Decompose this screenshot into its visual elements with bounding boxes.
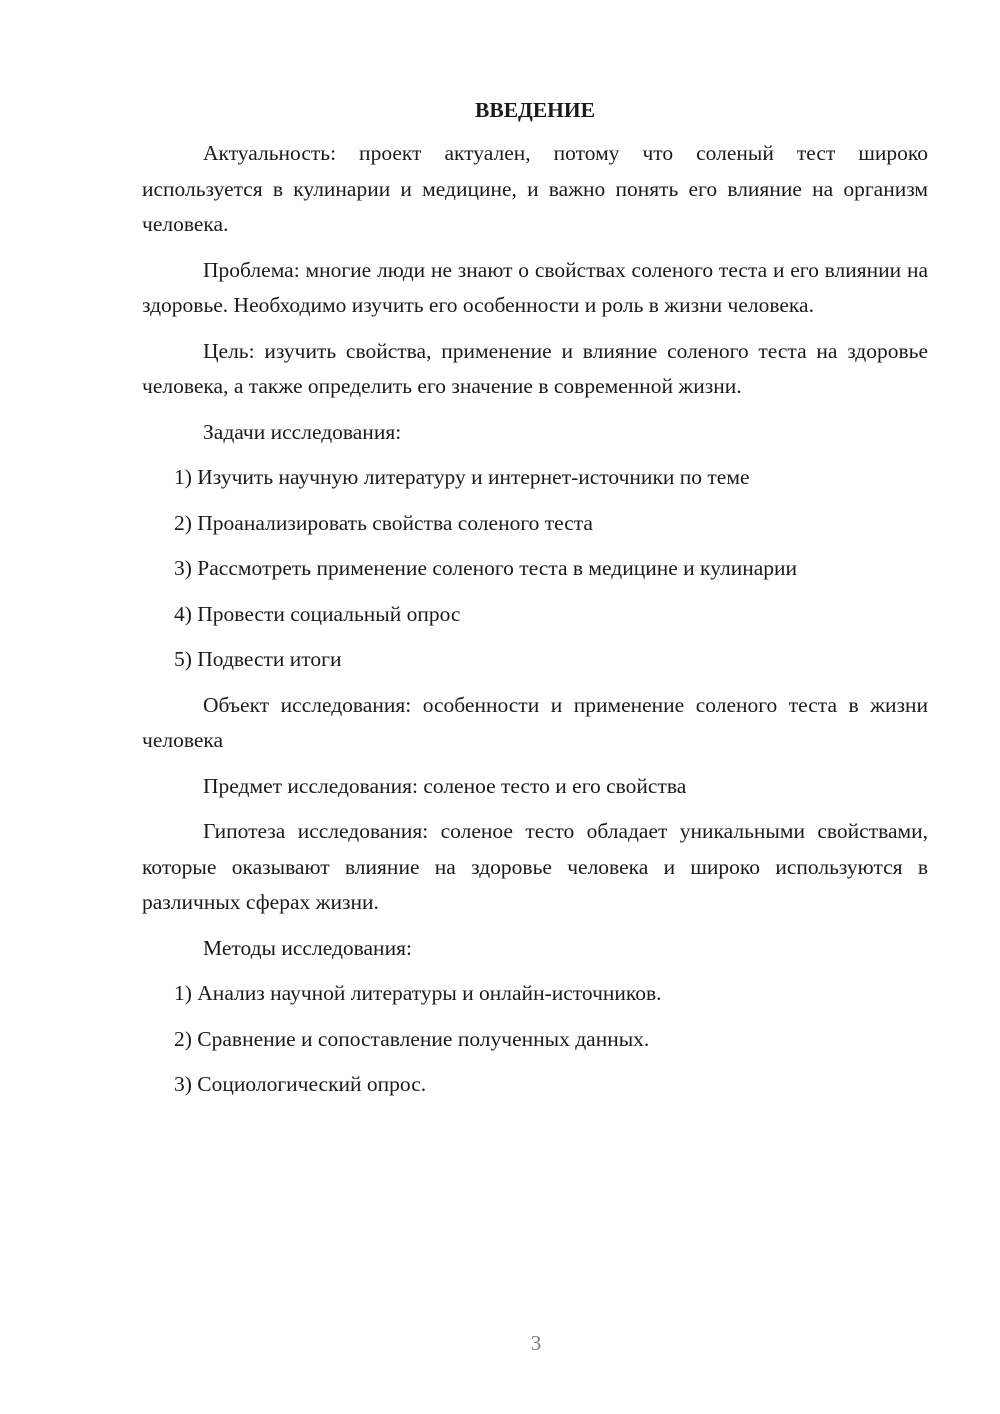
list-item: 3) Рассмотреть применение соленого теста в медицине и кулинарии: [174, 556, 798, 580]
goal-paragraph: Цель: изучить свойства, применение и влияние соленого теста на здоровье человека, а также определить его значение в современной жизни.: [142, 338, 928, 398]
tasks-heading: Задачи исследования:: [203, 419, 402, 444]
list-item: 1) Изучить научную литературу и интернет-источники по теме: [174, 465, 750, 489]
list-item: 2) Сравнение и сопоставление полученных данных.: [174, 1026, 650, 1051]
page-number: 3: [530, 1331, 542, 1355]
subject-paragraph: Предмет исследования: соленое тесто и его свойства: [203, 773, 687, 798]
list-item: 2) Проанализировать свойства соленого теста: [174, 510, 593, 535]
hypothesis-paragraph: Гипотеза исследования: соленое тесто обладает уникальными свойствами, которые оказывают влияние на здоровье человека и широко используются в различных сферах жизни.: [142, 819, 928, 914]
list-item: 1) Анализ научной литературы и онлайн-источников.: [174, 981, 662, 1005]
document-page: [142, 92, 928, 1113]
list-item: 4) Провести социальный опрос: [174, 601, 461, 626]
object-paragraph: Объект исследования: особенности и применение соленого теста в жизни человека: [142, 692, 928, 752]
methods-heading: Методы исследования:: [203, 935, 412, 960]
document-title: ВВЕДЕНИЕ: [475, 98, 595, 122]
relevance-paragraph: Актуальность: проект актуален, потому что соленый тест широко используется в кулинарии и медицине, и важно понять его влияние на организм человека.: [142, 141, 928, 236]
tasks-list: [142, 460, 928, 678]
methods-list: [142, 976, 928, 1103]
list-item: 5) Подвести итоги: [174, 647, 342, 671]
problem-paragraph: Проблема: многие люди не знают о свойствах соленого теста и его влиянии на здоровье. Необходимо изучить его особенности и роль в жизни человека.: [142, 257, 928, 317]
list-item: 3) Социологический опрос.: [174, 1072, 427, 1096]
